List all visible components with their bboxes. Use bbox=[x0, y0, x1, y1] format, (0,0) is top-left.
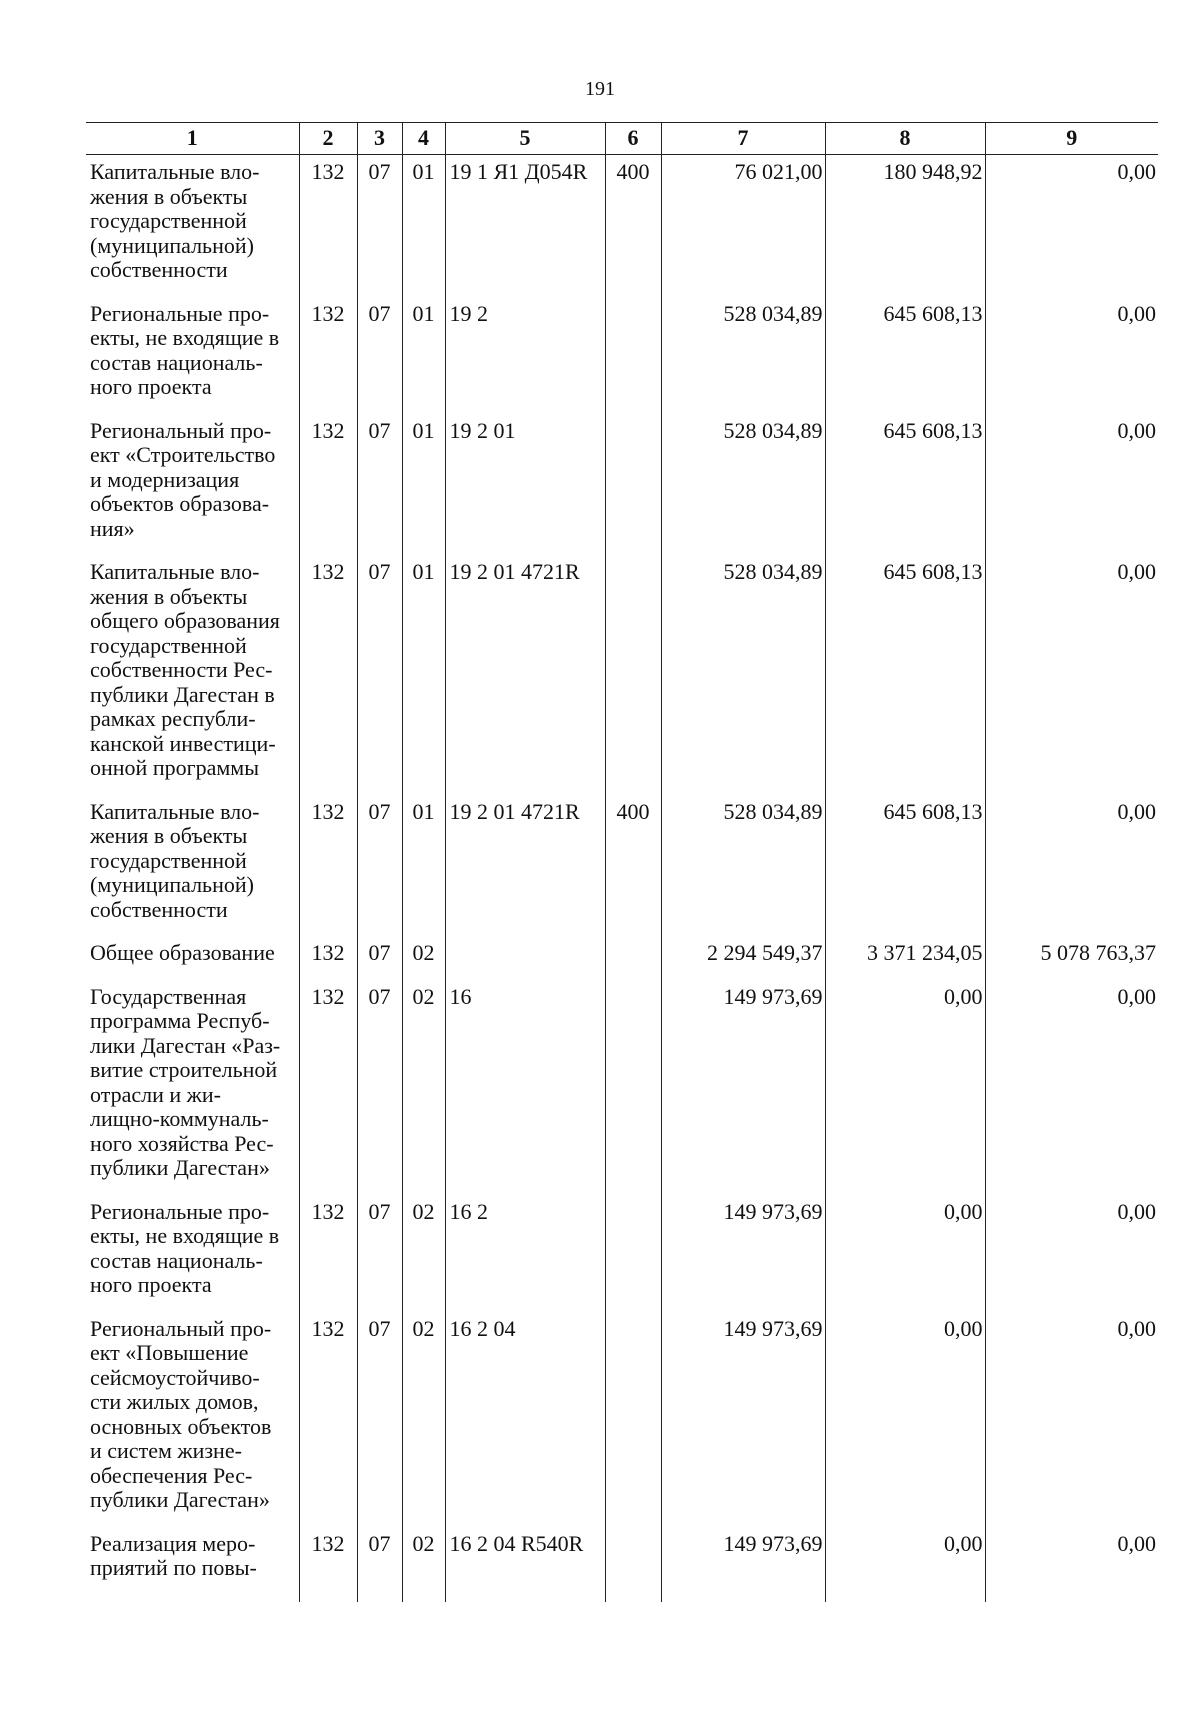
cell-amount-col9: 0,00 bbox=[985, 414, 1158, 556]
cell-amount-col7: 149 973,69 bbox=[661, 980, 825, 1195]
header-row bbox=[86, 123, 1158, 155]
table-row bbox=[86, 555, 1158, 795]
cell-amount-col8: 0,00 bbox=[825, 1312, 985, 1527]
column-header-8: 8 bbox=[825, 123, 985, 155]
cell-expense-type bbox=[605, 1527, 661, 1602]
cell-subsection: 02 bbox=[402, 936, 445, 980]
row-name: Региональные про- екты, не входящие в состав националь- ного проекта bbox=[90, 300, 280, 399]
cell-subsection: 01 bbox=[402, 297, 445, 414]
cell-section: 07 bbox=[357, 1312, 402, 1527]
cell-amount-col8: 645 608,13 bbox=[825, 297, 985, 414]
table-row bbox=[86, 980, 1158, 1195]
cell-subsection: 01 bbox=[402, 414, 445, 556]
cell-subsection: 02 bbox=[402, 1312, 445, 1527]
cell-subsection: 01 bbox=[402, 555, 445, 795]
cell-expense-type: 400 bbox=[605, 155, 661, 297]
row-name: Капитальные вло- жения в объекты государственной (муниципальной) собственности bbox=[90, 798, 260, 922]
cell-admin-code: 132 bbox=[299, 555, 357, 795]
cell-target-article: 19 1 Я1 Д054R bbox=[445, 155, 605, 297]
cell-expense-type bbox=[605, 414, 661, 556]
table-row bbox=[86, 155, 1158, 297]
cell-target-article: 16 2 04 bbox=[445, 1312, 605, 1527]
cell-amount-col7: 528 034,89 bbox=[661, 555, 825, 795]
column-header-1: 1 bbox=[86, 123, 299, 155]
row-name: Реализация меро- приятий по повы- bbox=[90, 1530, 257, 1580]
cell-amount-col7: 528 034,89 bbox=[661, 297, 825, 414]
cell-target-article: 19 2 01 4721R bbox=[445, 795, 605, 937]
cell-section: 07 bbox=[357, 297, 402, 414]
cell-amount-col9: 0,00 bbox=[985, 980, 1158, 1195]
table-row bbox=[86, 1195, 1158, 1312]
cell-admin-code: 132 bbox=[299, 980, 357, 1195]
cell-target-article: 19 2 01 bbox=[445, 414, 605, 556]
row-name: Общее образование bbox=[90, 940, 275, 965]
column-header-9: 9 bbox=[985, 123, 1158, 155]
cell-amount-col7: 149 973,69 bbox=[661, 1527, 825, 1602]
cell-target-article: 19 2 01 4721R bbox=[445, 555, 605, 795]
cell-admin-code: 132 bbox=[299, 155, 357, 297]
cell-amount-col7: 528 034,89 bbox=[661, 414, 825, 556]
row-name: Капитальные вло- жения в объекты государственной (муниципальной) собственности bbox=[90, 159, 260, 282]
cell-subsection: 01 bbox=[402, 155, 445, 297]
cell-admin-code: 132 bbox=[299, 297, 357, 414]
cell-amount-col8: 645 608,13 bbox=[825, 555, 985, 795]
cell-amount-col9: 0,00 bbox=[985, 555, 1158, 795]
cell-section: 07 bbox=[357, 795, 402, 937]
cell-amount-col8: 3 371 234,05 bbox=[825, 936, 985, 980]
page-number: 191 bbox=[585, 78, 615, 100]
cell-amount-col8: 0,00 bbox=[825, 980, 985, 1195]
cell-amount-col9: 5 078 763,37 bbox=[985, 936, 1158, 980]
cell-amount-col9: 0,00 bbox=[985, 795, 1158, 937]
row-name: Региональный про- ект «Строительство и модернизация объектов образова- ния» bbox=[90, 417, 276, 541]
column-header-6: 6 bbox=[605, 123, 661, 155]
table-body bbox=[86, 155, 1158, 1602]
row-name: Капитальные вло- жения в объекты общего образования государственной собственности Рес- публики Дагестан в рамках республи- канской инвестици- онной программы bbox=[90, 559, 280, 780]
cell-subsection: 02 bbox=[402, 980, 445, 1195]
cell-amount-col7: 149 973,69 bbox=[661, 1312, 825, 1527]
cell-section: 07 bbox=[357, 414, 402, 556]
budget-table bbox=[86, 122, 1158, 1602]
cell-target-article: 16 bbox=[445, 980, 605, 1195]
cell-target-article: 16 2 bbox=[445, 1195, 605, 1312]
column-header-4: 4 bbox=[402, 123, 445, 155]
column-header-3: 3 bbox=[357, 123, 402, 155]
cell-target-article: 19 2 bbox=[445, 297, 605, 414]
row-name: Региональные про- екты, не входящие в состав националь- ного проекта bbox=[90, 1198, 280, 1297]
cell-section: 07 bbox=[357, 555, 402, 795]
cell-admin-code: 132 bbox=[299, 936, 357, 980]
cell-amount-col9: 0,00 bbox=[985, 1527, 1158, 1602]
cell-expense-type bbox=[605, 297, 661, 414]
cell-admin-code: 132 bbox=[299, 1312, 357, 1527]
cell-amount-col9: 0,00 bbox=[985, 1312, 1158, 1527]
cell-subsection: 02 bbox=[402, 1527, 445, 1602]
cell-expense-type bbox=[605, 555, 661, 795]
cell-admin-code: 132 bbox=[299, 1195, 357, 1312]
cell-subsection: 02 bbox=[402, 1195, 445, 1312]
cell-expense-type: 400 bbox=[605, 795, 661, 937]
cell-admin-code: 132 bbox=[299, 795, 357, 937]
cell-section: 07 bbox=[357, 1527, 402, 1602]
column-header-7: 7 bbox=[661, 123, 825, 155]
cell-expense-type bbox=[605, 1312, 661, 1527]
cell-section: 07 bbox=[357, 1195, 402, 1312]
cell-amount-col7: 528 034,89 bbox=[661, 795, 825, 937]
table-row bbox=[86, 1312, 1158, 1527]
cell-admin-code: 132 bbox=[299, 414, 357, 556]
cell-section: 07 bbox=[357, 980, 402, 1195]
cell-expense-type bbox=[605, 936, 661, 980]
cell-amount-col7: 149 973,69 bbox=[661, 1195, 825, 1312]
cell-amount-col8: 180 948,92 bbox=[825, 155, 985, 297]
cell-section: 07 bbox=[357, 936, 402, 980]
table-row bbox=[86, 1527, 1158, 1602]
row-name: Государственная программа Респуб- лики Дагестан «Раз- витие строительной отрасли и жи- лищно-коммуналь- ного хозяйства Рес- публики Дагестан» bbox=[90, 983, 281, 1180]
table-row bbox=[86, 414, 1158, 556]
cell-target-article: 16 2 04 R540R bbox=[445, 1527, 605, 1602]
column-header-2: 2 bbox=[299, 123, 357, 155]
column-header-5: 5 bbox=[445, 123, 605, 155]
table-row bbox=[86, 297, 1158, 414]
cell-amount-col9: 0,00 bbox=[985, 297, 1158, 414]
cell-admin-code: 132 bbox=[299, 1527, 357, 1602]
table-row bbox=[86, 936, 1158, 980]
cell-target-article bbox=[445, 936, 605, 980]
cell-amount-col8: 645 608,13 bbox=[825, 795, 985, 937]
cell-amount-col8: 0,00 bbox=[825, 1195, 985, 1312]
cell-amount-col9: 0,00 bbox=[985, 1195, 1158, 1312]
table-row bbox=[86, 795, 1158, 937]
cell-amount-col7: 2 294 549,37 bbox=[661, 936, 825, 980]
cell-amount-col7: 76 021,00 bbox=[661, 155, 825, 297]
cell-expense-type bbox=[605, 1195, 661, 1312]
cell-amount-col9: 0,00 bbox=[985, 155, 1158, 297]
cell-amount-col8: 0,00 bbox=[825, 1527, 985, 1602]
cell-expense-type bbox=[605, 980, 661, 1195]
cell-subsection: 01 bbox=[402, 795, 445, 937]
cell-amount-col8: 645 608,13 bbox=[825, 414, 985, 556]
row-name: Региональный про- ект «Повышение сейсмоустойчиво- сти жилых домов, основных объектов и систем жизне- обеспечения Рес- публики Дагестан» bbox=[90, 1315, 272, 1512]
cell-section: 07 bbox=[357, 155, 402, 297]
